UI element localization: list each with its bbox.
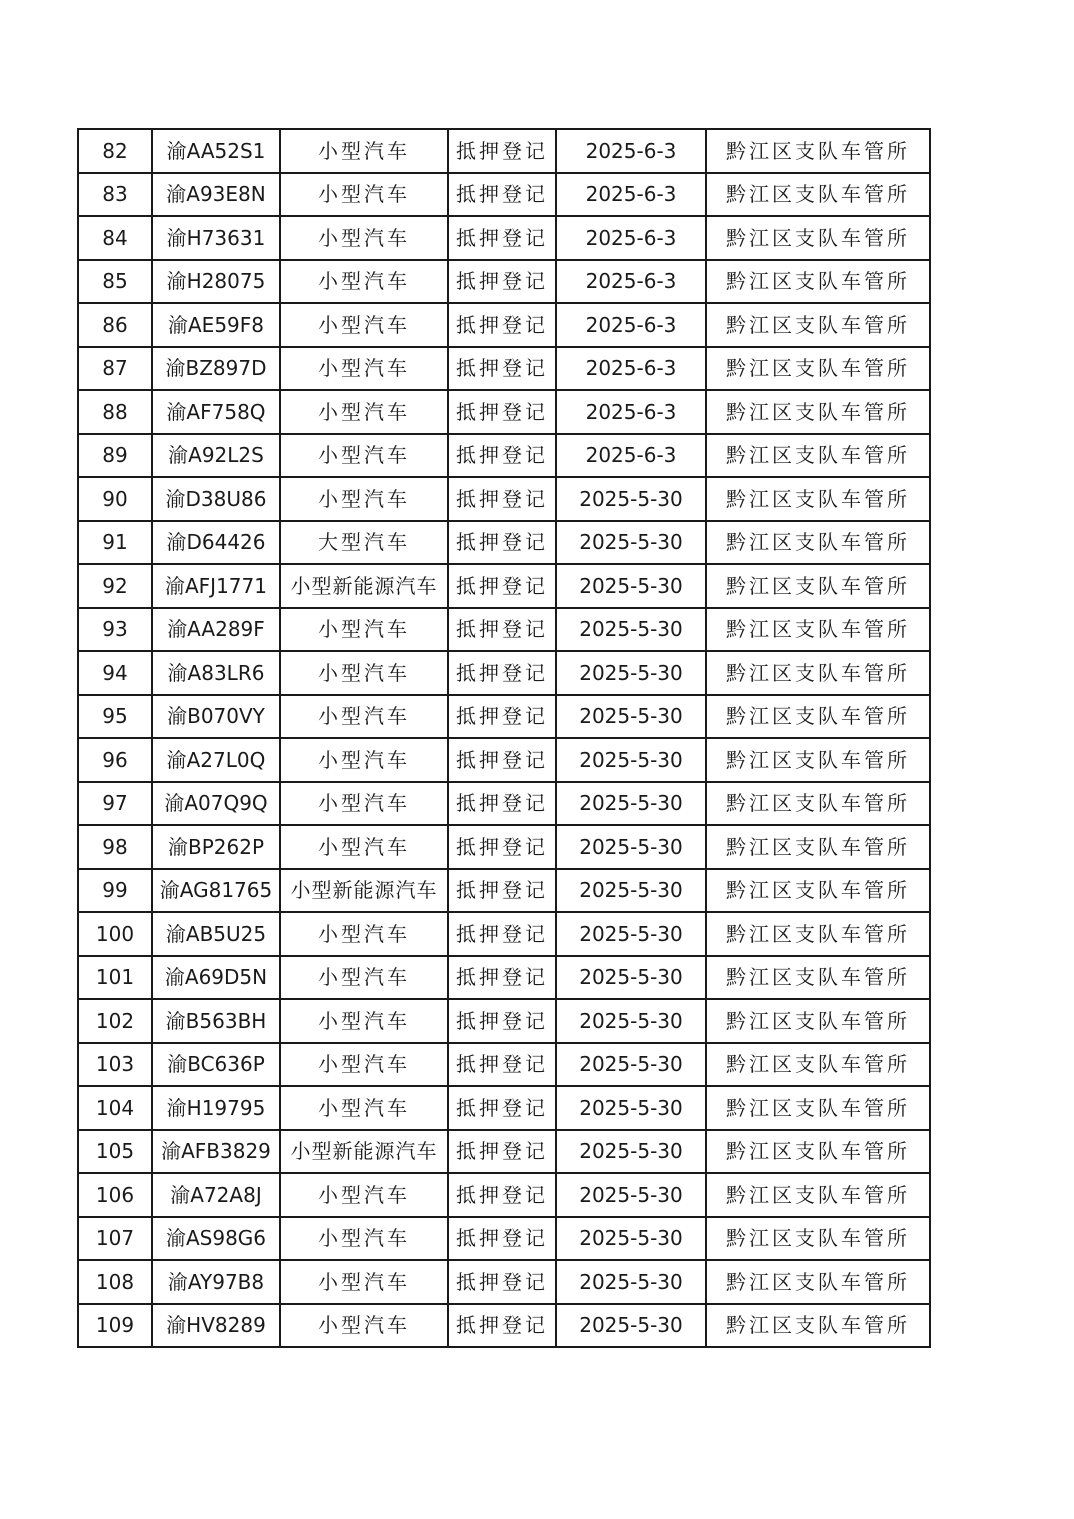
plate-number-cell: 渝BZ897D <box>152 347 280 391</box>
business-type-cell: 抵押登记 <box>448 1173 556 1217</box>
plate-number-cell: 渝AFB3829 <box>152 1130 280 1174</box>
office-cell: 黔江区支队车管所 <box>706 216 930 260</box>
business-type-cell: 抵押登记 <box>448 956 556 1000</box>
table-row <box>78 869 930 913</box>
vehicle-type-cell: 小型汽车 <box>280 738 448 782</box>
plate-number-cell: 渝AY97B8 <box>152 1260 280 1304</box>
business-type-cell: 抵押登记 <box>448 521 556 565</box>
business-type-cell: 抵押登记 <box>448 695 556 739</box>
office-cell: 黔江区支队车管所 <box>706 912 930 956</box>
date-cell: 2025-6-3 <box>556 303 706 347</box>
business-type-cell: 抵押登记 <box>448 434 556 478</box>
plate-number-cell: 渝BC636P <box>152 1043 280 1087</box>
row-number-cell: 98 <box>78 825 152 869</box>
office-cell: 黔江区支队车管所 <box>706 564 930 608</box>
business-type-cell: 抵押登记 <box>448 869 556 913</box>
business-type-cell: 抵押登记 <box>448 1260 556 1304</box>
vehicle-type-cell: 小型新能源汽车 <box>280 1130 448 1174</box>
office-cell: 黔江区支队车管所 <box>706 869 930 913</box>
table-row <box>78 564 930 608</box>
business-type-cell: 抵押登记 <box>448 782 556 826</box>
plate-number-cell: 渝AA52S1 <box>152 129 280 173</box>
date-cell: 2025-5-30 <box>556 1173 706 1217</box>
office-cell: 黔江区支队车管所 <box>706 738 930 782</box>
table-row <box>78 303 930 347</box>
vehicle-type-cell: 小型汽车 <box>280 651 448 695</box>
office-cell: 黔江区支队车管所 <box>706 999 930 1043</box>
row-number-cell: 109 <box>78 1304 152 1348</box>
table-row <box>78 521 930 565</box>
table-row <box>78 434 930 478</box>
office-cell: 黔江区支队车管所 <box>706 651 930 695</box>
row-number-cell: 86 <box>78 303 152 347</box>
row-number-cell: 91 <box>78 521 152 565</box>
vehicle-type-cell: 小型汽车 <box>280 477 448 521</box>
plate-number-cell: 渝A07Q9Q <box>152 782 280 826</box>
table-row <box>78 1304 930 1348</box>
row-number-cell: 102 <box>78 999 152 1043</box>
vehicle-type-cell: 小型汽车 <box>280 260 448 304</box>
business-type-cell: 抵押登记 <box>448 1217 556 1261</box>
vehicle-type-cell: 小型汽车 <box>280 1304 448 1348</box>
business-type-cell: 抵押登记 <box>448 999 556 1043</box>
table-row <box>78 695 930 739</box>
date-cell: 2025-5-30 <box>556 1043 706 1087</box>
office-cell: 黔江区支队车管所 <box>706 434 930 478</box>
business-type-cell: 抵押登记 <box>448 477 556 521</box>
date-cell: 2025-5-30 <box>556 608 706 652</box>
table-row <box>78 1130 930 1174</box>
office-cell: 黔江区支队车管所 <box>706 1260 930 1304</box>
table-row <box>78 173 930 217</box>
office-cell: 黔江区支队车管所 <box>706 390 930 434</box>
table-row <box>78 129 930 173</box>
date-cell: 2025-5-30 <box>556 825 706 869</box>
business-type-cell: 抵押登记 <box>448 1304 556 1348</box>
vehicle-type-cell: 小型汽车 <box>280 434 448 478</box>
business-type-cell: 抵押登记 <box>448 912 556 956</box>
date-cell: 2025-6-3 <box>556 173 706 217</box>
business-type-cell: 抵押登记 <box>448 651 556 695</box>
row-number-cell: 104 <box>78 1086 152 1130</box>
table-row <box>78 1086 930 1130</box>
table-row <box>78 1043 930 1087</box>
business-type-cell: 抵押登记 <box>448 173 556 217</box>
business-type-cell: 抵押登记 <box>448 825 556 869</box>
office-cell: 黔江区支队车管所 <box>706 1217 930 1261</box>
plate-number-cell: 渝H28075 <box>152 260 280 304</box>
date-cell: 2025-5-30 <box>556 521 706 565</box>
vehicle-type-cell: 小型新能源汽车 <box>280 564 448 608</box>
date-cell: 2025-6-3 <box>556 260 706 304</box>
office-cell: 黔江区支队车管所 <box>706 608 930 652</box>
business-type-cell: 抵押登记 <box>448 390 556 434</box>
row-number-cell: 85 <box>78 260 152 304</box>
plate-number-cell: 渝A83LR6 <box>152 651 280 695</box>
plate-number-cell: 渝AF758Q <box>152 390 280 434</box>
business-type-cell: 抵押登记 <box>448 1130 556 1174</box>
plate-number-cell: 渝B070VY <box>152 695 280 739</box>
vehicle-type-cell: 小型汽车 <box>280 303 448 347</box>
plate-number-cell: 渝H19795 <box>152 1086 280 1130</box>
vehicle-type-cell: 小型汽车 <box>280 1260 448 1304</box>
table-row <box>78 1217 930 1261</box>
row-number-cell: 107 <box>78 1217 152 1261</box>
row-number-cell: 82 <box>78 129 152 173</box>
row-number-cell: 108 <box>78 1260 152 1304</box>
date-cell: 2025-6-3 <box>556 129 706 173</box>
office-cell: 黔江区支队车管所 <box>706 1173 930 1217</box>
vehicle-type-cell: 小型汽车 <box>280 129 448 173</box>
vehicle-type-cell: 小型汽车 <box>280 912 448 956</box>
row-number-cell: 92 <box>78 564 152 608</box>
plate-number-cell: 渝HV8289 <box>152 1304 280 1348</box>
office-cell: 黔江区支队车管所 <box>706 521 930 565</box>
date-cell: 2025-6-3 <box>556 434 706 478</box>
date-cell: 2025-5-30 <box>556 1304 706 1348</box>
row-number-cell: 96 <box>78 738 152 782</box>
date-cell: 2025-5-30 <box>556 782 706 826</box>
row-number-cell: 99 <box>78 869 152 913</box>
office-cell: 黔江区支队车管所 <box>706 1086 930 1130</box>
office-cell: 黔江区支队车管所 <box>706 695 930 739</box>
date-cell: 2025-5-30 <box>556 1130 706 1174</box>
table-row <box>78 1173 930 1217</box>
date-cell: 2025-5-30 <box>556 1260 706 1304</box>
vehicle-type-cell: 小型汽车 <box>280 999 448 1043</box>
row-number-cell: 90 <box>78 477 152 521</box>
plate-number-cell: 渝BP262P <box>152 825 280 869</box>
business-type-cell: 抵押登记 <box>448 738 556 782</box>
date-cell: 2025-6-3 <box>556 347 706 391</box>
business-type-cell: 抵押登记 <box>448 260 556 304</box>
date-cell: 2025-5-30 <box>556 695 706 739</box>
plate-number-cell: 渝A69D5N <box>152 956 280 1000</box>
vehicle-type-cell: 小型汽车 <box>280 347 448 391</box>
office-cell: 黔江区支队车管所 <box>706 477 930 521</box>
business-type-cell: 抵押登记 <box>448 564 556 608</box>
table-row <box>78 651 930 695</box>
table-row <box>78 1260 930 1304</box>
date-cell: 2025-5-30 <box>556 869 706 913</box>
business-type-cell: 抵押登记 <box>448 1086 556 1130</box>
plate-number-cell: 渝D64426 <box>152 521 280 565</box>
table-row <box>78 216 930 260</box>
row-number-cell: 97 <box>78 782 152 826</box>
vehicle-type-cell: 小型汽车 <box>280 216 448 260</box>
row-number-cell: 89 <box>78 434 152 478</box>
vehicle-type-cell: 小型汽车 <box>280 1043 448 1087</box>
date-cell: 2025-5-30 <box>556 1217 706 1261</box>
row-number-cell: 87 <box>78 347 152 391</box>
row-number-cell: 105 <box>78 1130 152 1174</box>
vehicle-type-cell: 大型汽车 <box>280 521 448 565</box>
row-number-cell: 106 <box>78 1173 152 1217</box>
table-row <box>78 956 930 1000</box>
row-number-cell: 93 <box>78 608 152 652</box>
office-cell: 黔江区支队车管所 <box>706 825 930 869</box>
office-cell: 黔江区支队车管所 <box>706 173 930 217</box>
table-row <box>78 390 930 434</box>
plate-number-cell: 渝D38U86 <box>152 477 280 521</box>
date-cell: 2025-5-30 <box>556 999 706 1043</box>
plate-number-cell: 渝AFJ1771 <box>152 564 280 608</box>
vehicle-type-cell: 小型汽车 <box>280 608 448 652</box>
office-cell: 黔江区支队车管所 <box>706 129 930 173</box>
row-number-cell: 95 <box>78 695 152 739</box>
date-cell: 2025-5-30 <box>556 738 706 782</box>
row-number-cell: 100 <box>78 912 152 956</box>
table-row <box>78 260 930 304</box>
plate-number-cell: 渝A27L0Q <box>152 738 280 782</box>
date-cell: 2025-5-30 <box>556 956 706 1000</box>
row-number-cell: 84 <box>78 216 152 260</box>
date-cell: 2025-5-30 <box>556 912 706 956</box>
vehicle-type-cell: 小型汽车 <box>280 390 448 434</box>
table-row <box>78 347 930 391</box>
table-row <box>78 738 930 782</box>
office-cell: 黔江区支队车管所 <box>706 1043 930 1087</box>
plate-number-cell: 渝A72A8J <box>152 1173 280 1217</box>
office-cell: 黔江区支队车管所 <box>706 303 930 347</box>
vehicle-type-cell: 小型新能源汽车 <box>280 869 448 913</box>
table-row <box>78 999 930 1043</box>
plate-number-cell: 渝AG81765 <box>152 869 280 913</box>
vehicle-type-cell: 小型汽车 <box>280 825 448 869</box>
table-row <box>78 825 930 869</box>
plate-number-cell: 渝H73631 <box>152 216 280 260</box>
office-cell: 黔江区支队车管所 <box>706 956 930 1000</box>
row-number-cell: 101 <box>78 956 152 1000</box>
row-number-cell: 103 <box>78 1043 152 1087</box>
office-cell: 黔江区支队车管所 <box>706 782 930 826</box>
office-cell: 黔江区支队车管所 <box>706 260 930 304</box>
row-number-cell: 88 <box>78 390 152 434</box>
date-cell: 2025-5-30 <box>556 1086 706 1130</box>
date-cell: 2025-6-3 <box>556 216 706 260</box>
row-number-cell: 83 <box>78 173 152 217</box>
vehicle-type-cell: 小型汽车 <box>280 1217 448 1261</box>
plate-number-cell: 渝AA289F <box>152 608 280 652</box>
plate-number-cell: 渝AB5U25 <box>152 912 280 956</box>
table-row <box>78 782 930 826</box>
date-cell: 2025-5-30 <box>556 651 706 695</box>
table-row <box>78 477 930 521</box>
business-type-cell: 抵押登记 <box>448 216 556 260</box>
table-row <box>78 912 930 956</box>
plate-number-cell: 渝AS98G6 <box>152 1217 280 1261</box>
plate-number-cell: 渝A92L2S <box>152 434 280 478</box>
date-cell: 2025-5-30 <box>556 477 706 521</box>
row-number-cell: 94 <box>78 651 152 695</box>
office-cell: 黔江区支队车管所 <box>706 1304 930 1348</box>
records-body <box>78 129 930 1347</box>
business-type-cell: 抵押登记 <box>448 608 556 652</box>
vehicle-type-cell: 小型汽车 <box>280 956 448 1000</box>
business-type-cell: 抵押登记 <box>448 303 556 347</box>
plate-number-cell: 渝A93E8N <box>152 173 280 217</box>
business-type-cell: 抵押登记 <box>448 347 556 391</box>
vehicle-type-cell: 小型汽车 <box>280 1173 448 1217</box>
vehicle-type-cell: 小型汽车 <box>280 1086 448 1130</box>
office-cell: 黔江区支队车管所 <box>706 347 930 391</box>
plate-number-cell: 渝AE59F8 <box>152 303 280 347</box>
table-row <box>78 608 930 652</box>
records-table <box>77 128 931 1348</box>
vehicle-type-cell: 小型汽车 <box>280 782 448 826</box>
plate-number-cell: 渝B563BH <box>152 999 280 1043</box>
date-cell: 2025-5-30 <box>556 564 706 608</box>
vehicle-type-cell: 小型汽车 <box>280 173 448 217</box>
date-cell: 2025-6-3 <box>556 390 706 434</box>
office-cell: 黔江区支队车管所 <box>706 1130 930 1174</box>
business-type-cell: 抵押登记 <box>448 1043 556 1087</box>
vehicle-type-cell: 小型汽车 <box>280 695 448 739</box>
business-type-cell: 抵押登记 <box>448 129 556 173</box>
